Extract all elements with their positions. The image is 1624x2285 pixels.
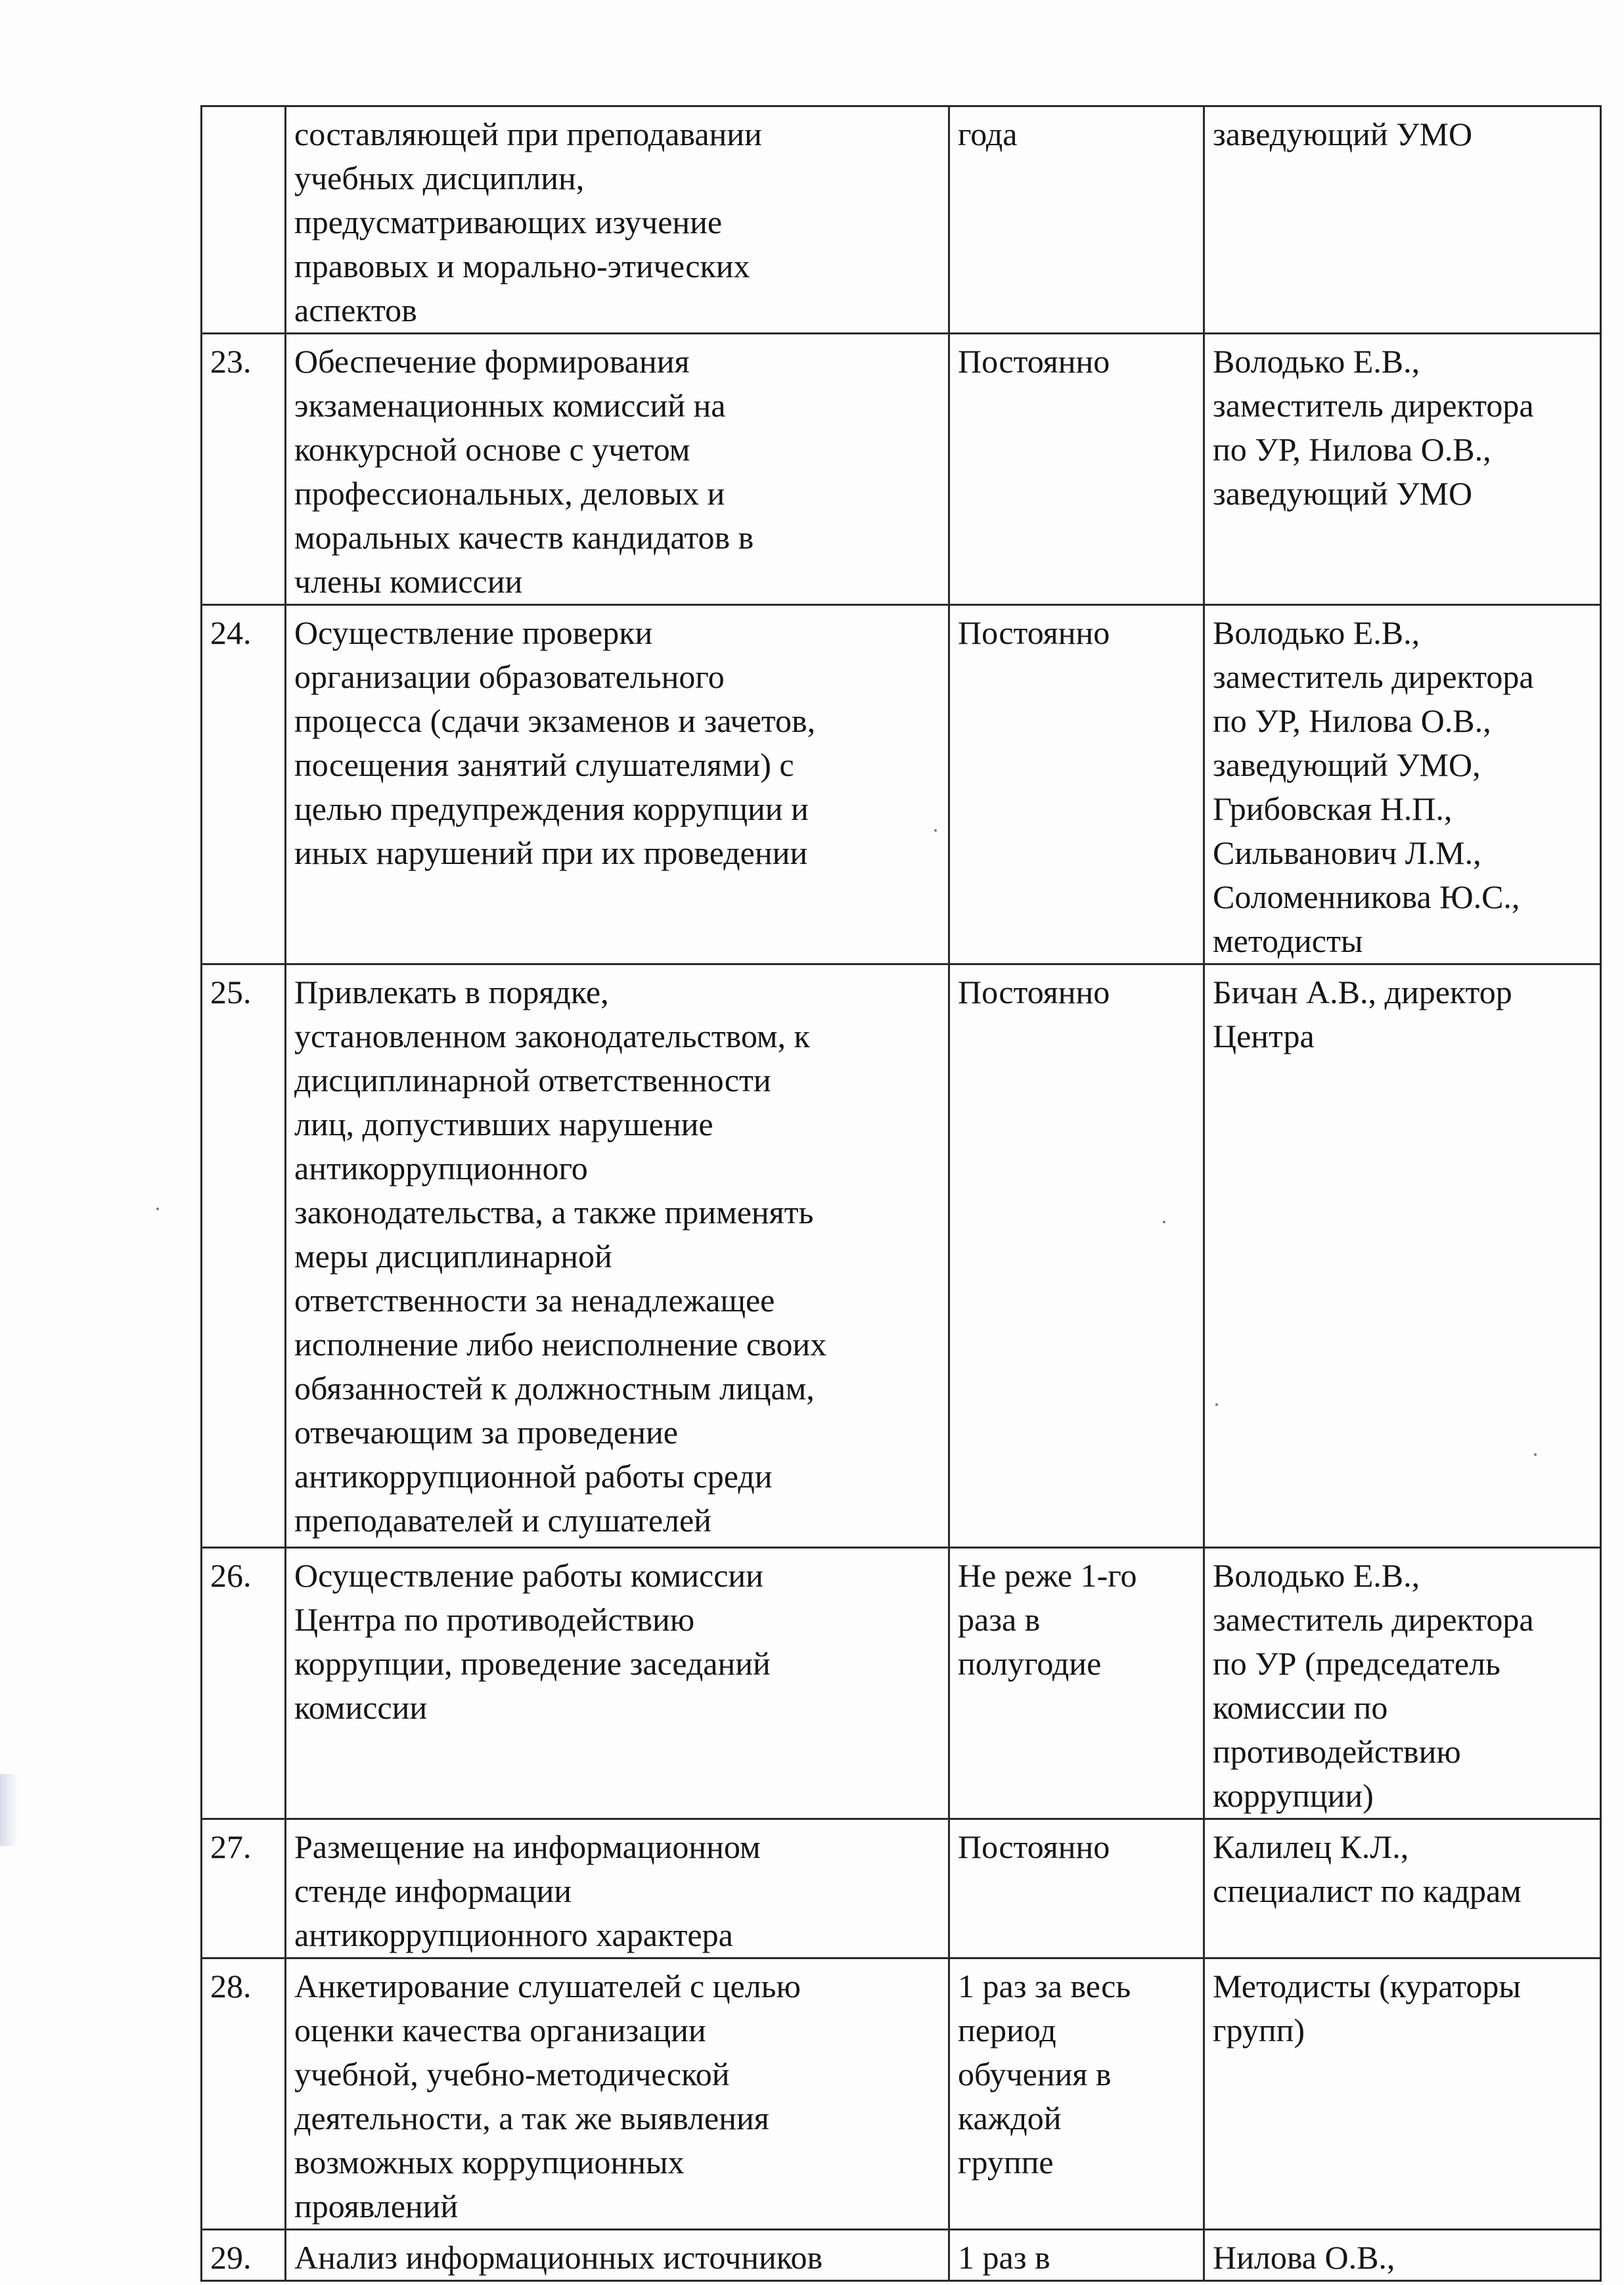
activity-cell: Осуществление проверки организации образовательного процесса (сдачи экзаменов и зачетов, посещения занятий слушателями) с целью предупреждения коррупции и иных нарушений при их проведении [286, 605, 949, 964]
row-number: 24. [202, 605, 286, 964]
deadline-cell: Постоянно [949, 964, 1204, 1548]
table-row [202, 1958, 1601, 2230]
deadline-cell: Постоянно [949, 1819, 1204, 1958]
table-row [202, 1548, 1601, 1819]
responsible-cell: Методисты (кураторы групп) [1204, 1958, 1601, 2230]
activity-cell: Обеспечение формирования экзаменационных комиссий на конкурсной основе с учетом профессиональных, деловых и моральных качеств кандидатов в члены комиссии [286, 334, 949, 605]
scan-smudge [0, 1774, 18, 1846]
row-number: 29. [202, 2230, 286, 2281]
deadline-cell: 1 раз в [949, 2230, 1204, 2281]
responsible-cell: Володько Е.В., заместитель директора по УР, Нилова О.В., заведующий УМО [1204, 334, 1601, 605]
responsible-cell: заведующий УМО [1204, 106, 1601, 334]
scan-speck [1215, 1403, 1218, 1406]
activity-cell: Анализ информационных источников [286, 2230, 949, 2281]
deadline-cell: Постоянно [949, 334, 1204, 605]
responsible-cell: Нилова О.В., [1204, 2230, 1601, 2281]
table-row [202, 106, 1601, 334]
table-row [202, 1819, 1601, 1958]
deadline-cell: года [949, 106, 1204, 334]
table-row [202, 334, 1601, 605]
scan-speck [934, 829, 937, 832]
row-number: 27. [202, 1819, 286, 1958]
activity-cell: Осуществление работы комиссии Центра по противодействию коррупции, проведение заседаний комиссии [286, 1548, 949, 1819]
deadline-cell: Не реже 1-го раза в полугодие [949, 1548, 1204, 1819]
table-row [202, 605, 1601, 964]
activity-cell: составляющей при преподавании учебных дисциплин, предусматривающих изучение правовых и морально-этических аспектов [286, 106, 949, 334]
responsible-cell: Калилец К.Л., специалист по кадрам [1204, 1819, 1601, 1958]
activity-cell: Анкетирование слушателей с целью оценки качества организации учебной, учебно-методической деятельности, а так же выявления возможных коррупционных проявлений [286, 1958, 949, 2230]
scan-speck [1534, 1453, 1537, 1456]
row-number: 23. [202, 334, 286, 605]
responsible-cell: Володько Е.В., заместитель директора по УР (председатель комиссии по противодействию коррупции) [1204, 1548, 1601, 1819]
responsible-cell: Бичан А.В., директор Центра [1204, 964, 1601, 1548]
table-row [202, 2230, 1601, 2281]
responsible-cell: Володько Е.В., заместитель директора по УР, Нилова О.В., заведующий УМО, Грибовская Н.П., Сильванович Л.М., Соломенникова Ю.С., методисты [1204, 605, 1601, 964]
deadline-cell: Постоянно [949, 605, 1204, 964]
row-number: 26. [202, 1548, 286, 1819]
row-number: 28. [202, 1958, 286, 2230]
activity-cell: Размещение на информационном стенде информации антикоррупционного характера [286, 1819, 949, 1958]
row-number [202, 106, 286, 334]
anticorruption-plan-table [200, 105, 1602, 2282]
deadline-cell: 1 раз за весь период обучения в каждой группе [949, 1958, 1204, 2230]
scan-speck [1163, 1221, 1165, 1223]
row-number: 25. [202, 964, 286, 1548]
scan-speck [156, 1208, 159, 1210]
table-row [202, 964, 1601, 1548]
activity-cell: Привлекать в порядке, установленном законодательством, к дисциплинарной ответственности лиц, допустивших нарушение антикоррупционного законодательства, а также применять меры дисциплинарной ответственности за ненадлежащее исполнение либо неисполнение своих обязанностей к должностным лицам, отвечающим за проведение антикоррупционной работы среди преподавателей и слушателей [286, 964, 949, 1548]
